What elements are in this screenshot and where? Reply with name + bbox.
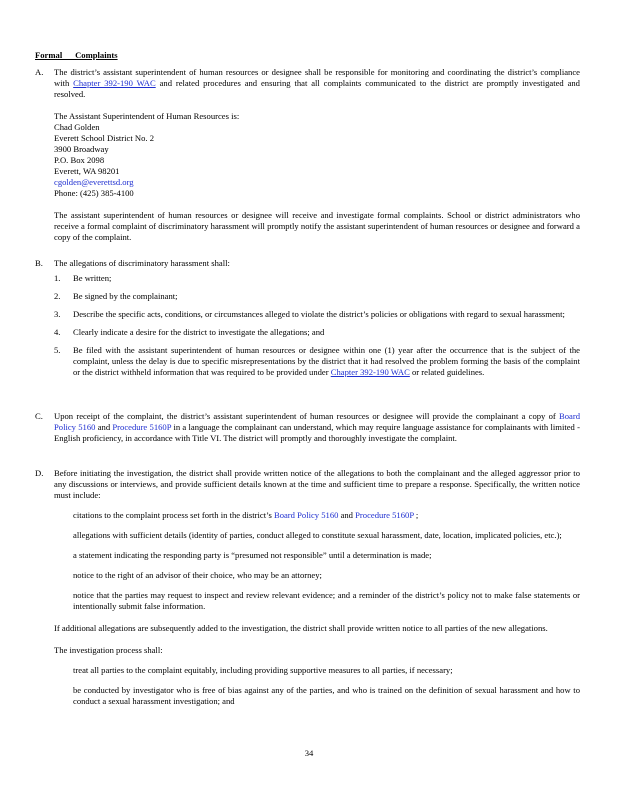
contact-address-block — [54, 111, 580, 199]
contact-phone: Phone: (425) 385-4100 — [54, 188, 134, 198]
bullet-item — [54, 510, 580, 521]
procedure-link[interactable]: Procedure 5160P — [355, 510, 414, 520]
bullet-text: treat all parties to the complaint equitably, including providing supportive measures to all parties, if necessary; — [73, 665, 453, 675]
bullet-item — [54, 685, 580, 707]
bullet-text: allegations with sufficient details (identity of parties, conduct alleged to constitute sexual harassment, date, location, implicated policies, etc.); — [73, 530, 562, 540]
address-intro: The Assistant Superintendent of Human Resources is: — [54, 111, 240, 121]
contact-email-link[interactable]: cgolden@everettsd.org — [54, 177, 134, 187]
board-policy-link[interactable]: Board Policy 5160 — [54, 411, 580, 432]
section-heading: Formal Complaints — [35, 50, 118, 60]
section-a-paragraph-2: The assistant superintendent of human resources or designee will receive and investigate formal complaints. School or district administrators who receive a formal complaint of discriminatory harassment will promptly notify the assistant superintendent of human resources or designee and forward a copy of the complaint. — [54, 210, 580, 242]
text-run: and — [338, 510, 356, 520]
list-item — [54, 273, 580, 284]
board-policy-link[interactable]: Board Policy 5160 — [273, 510, 339, 520]
list-item-number: 5. — [54, 345, 61, 355]
list-item-number: 2. — [54, 291, 61, 301]
list-item-number: 1. — [54, 273, 61, 283]
section-d-intro: Before initiating the investigation, the district shall provide written notice of the allegations to both the complainant and the alleged aggressor prior to any discussions or interviews, and provide sufficient details known at the time and sufficient time to prepare a response. Specifically, the written notice must include: — [54, 468, 580, 500]
bullet-item — [54, 530, 580, 541]
section-d-letter: D. — [35, 468, 44, 478]
page-number: 34 — [304, 748, 314, 758]
bullet-item — [54, 550, 580, 561]
bullet-text: be conducted by investigator who is free of bias against any of the parties, and who is trained on the definition of sexual harassment and how to conduct a sexual harassment investigation; and — [73, 685, 580, 706]
section-a-paragraph-1 — [54, 67, 580, 100]
section-b-letter: B. — [35, 258, 43, 268]
allegation-requirements-list — [54, 273, 580, 378]
bullet-text: notice to the right of an advisor of their choice, who may be an attorney; — [73, 570, 322, 580]
contact-city: Everett, WA 98201 — [54, 166, 120, 176]
bullet-item — [54, 570, 580, 581]
list-item-text: Be signed by the complainant; — [73, 291, 178, 301]
contact-pobox: P.O. Box 2098 — [54, 155, 105, 165]
text-run: Be filed with the assistant superintendent of human resources or designee within one (1) year after the occurrence that is the subject of the complaint, unless the delay is due to specific misrepresentations by the district that it had resolved the problem forming the basis of the complaint or the district withheld information that was required to be provided under — [73, 345, 580, 377]
bullet-item — [54, 665, 580, 676]
section-c — [35, 411, 580, 444]
list-item — [54, 309, 580, 320]
text-run: Upon receipt of the complaint, the district’s assistant superintendent of human resources or designee will provide the complainant a copy of — [54, 411, 559, 421]
section-b-intro: The allegations of discriminatory harassment shall: — [54, 258, 230, 268]
list-item-text: Describe the specific acts, conditions, or circumstances alleged to violate the district’s policies or obligations with regard to sexual harassment; — [73, 309, 565, 319]
text-run: ; — [413, 510, 419, 520]
list-item-number: 4. — [54, 327, 61, 337]
contact-organization: Everett School District No. 2 — [54, 133, 155, 143]
additional-allegations-paragraph: If additional allegations are subsequently added to the investigation, the district shall provide written notice to all parties of the new allegations. — [54, 623, 548, 633]
text-run: citations to the complaint process set forth in the district’s — [73, 510, 274, 520]
chapter-wac-link[interactable]: Chapter 392-190 WAC — [330, 367, 410, 377]
section-b — [35, 258, 580, 378]
section-a-letter: A. — [35, 67, 44, 77]
bullet-text: notice that the parties may request to inspect and review relevant evidence; and a reminder of the district’s policy not to make false statements or intentionally submit false information. — [73, 590, 580, 611]
text-run: in a language the complainant can understand, which may require language assistance for complainants with limited - English proficiency, in accordance with Title VI. The district will promptly and thoroughly investigate the complaint. — [54, 422, 580, 443]
section-d — [35, 468, 580, 707]
text-run: and related procedures and ensuring that all complaints communicated to the district are promptly investigated and resolved. — [54, 78, 580, 99]
section-c-letter: C. — [35, 411, 43, 421]
contact-street: 3900 Broadway — [54, 144, 109, 154]
list-item-number: 3. — [54, 309, 61, 319]
list-item — [54, 291, 580, 302]
text-run: or related guidelines. — [409, 367, 485, 377]
text-run: and — [95, 422, 113, 432]
list-item-text — [73, 345, 580, 377]
list-item-text: Clearly indicate a desire for the district to investigate the allegations; and — [73, 327, 325, 337]
list-item-text: Be written; — [73, 273, 112, 283]
bullet-item — [54, 590, 580, 612]
procedure-link[interactable]: Procedure 5160P — [112, 422, 172, 432]
section-a — [35, 67, 580, 243]
contact-name: Chad Golden — [54, 122, 100, 132]
text-run: The district’s assistant superintendent of human resources or designee shall be responsible for monitoring and coordinating the district’s compliance with — [54, 67, 580, 88]
list-item — [54, 327, 580, 338]
chapter-wac-link[interactable]: Chapter 392-190 WAC — [73, 78, 156, 88]
investigation-process-intro: The investigation process shall: — [54, 645, 163, 655]
list-item — [54, 345, 580, 378]
bullet-text: a statement indicating the responding party is “presumed not responsible” until a determination is made; — [73, 550, 432, 560]
section-c-paragraph — [54, 411, 580, 444]
